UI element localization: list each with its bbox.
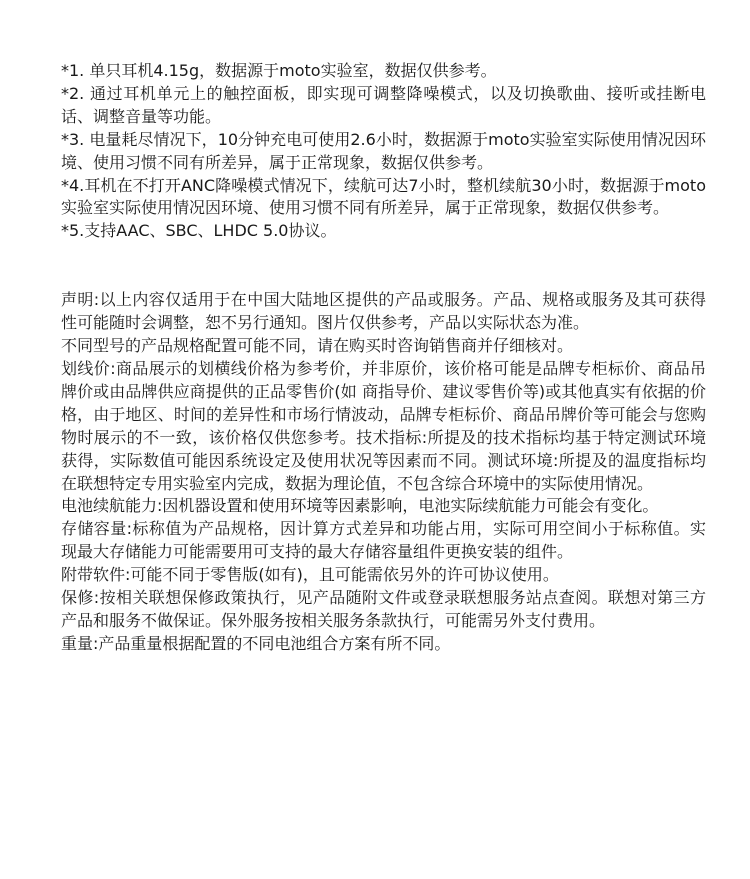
disclaimer-weight: 重量:产品重量根据配置的不同电池组合方案有所不同。 (61, 633, 451, 653)
disclaimer-battery-life: 电池续航能力:因机器设置和使用环境等因素影响，电池实际续航能力可能会有变化。 (61, 496, 659, 516)
footnote-5: *5.支持AAC、SBC、LHDC 5.0协议。 (61, 221, 337, 241)
disclaimer-bundled-software: 附带软件:可能不同于零售版(如有)，且可能需依另外的许可协议使用。 (61, 565, 559, 585)
disclaimer-strikethrough-price: 划线价:商品展示的划横线价格为参考价，并非原价，该价格可能是品牌专柜标价、商品吊牌价或由品牌供应商提供的正品零售价(如 商指导价、建议零售价等)或其他真实有依据的价格，由于地区、时间的差异性和市场行情波动，品牌专柜标价、商品吊牌价等可能会与您购物时展示的不一致，该价格仅供您参考。技术指标:所提及的技术指标均基于特定测试环境获得，实际数值可能因系统设定及使用状况等因素而不同。测试环境:所提及的温度指标均在联想特定专用实验室内完成，数据为理论值，不包含综合环境中的实际使用情况。 (61, 358, 706, 493)
footnote-3: *3. 电量耗尽情况下，10分钟充电可使用2.6小时，数据源于moto实验室实际使用情况因环境、使用习惯不同有所差异，属于正常现象，数据仅供参考。 (61, 129, 706, 172)
disclaimer-warranty: 保修:按相关联想保修政策执行，见产品随附文件或登录联想服务站点查阅。联想对第三方产品和服务不做保证。保外服务按相关服务条款执行，可能需另外支付费用。 (61, 588, 706, 630)
disclaimer-statement: 声明:以上内容仅适用于在中国大陆地区提供的产品或服务。产品、规格或服务及其可获得性可能随时会调整，恕不另行通知。图片仅供参考，产品以实际状态为准。 (61, 290, 706, 333)
disclaimer-storage-capacity: 存储容量:标称值为产品规格，因计算方式差异和功能占用，实际可用空间小于标称值。实现最大存储能力可能需要用可支持的最大存储容量组件更换安装的组件。 (61, 519, 706, 562)
disclaimer-section (61, 289, 706, 656)
footnote-4: *4.耳机在不打开ANC降噪模式情况下，续航可达7小时，整机续航30小时，数据源于moto实验室实际使用情况因环境、使用习惯不同有所差异，属于正常现象，数据仅供参考。 (61, 175, 706, 218)
footnote-2: *2. 通过耳机单元上的触控面板，即实现可调整降噪模式，以及切换歌曲、接听或挂断电话、调整音量等功能。 (61, 83, 706, 126)
footnote-1: *1. 单只耳机4.15g，数据源于moto实验室，数据仅供参考。 (61, 61, 497, 80)
disclaimer-model-specs: 不同型号的产品规格配置可能不同，请在购买时咨询销售商并仔细核对。 (61, 336, 574, 356)
footnotes-section (61, 60, 706, 243)
